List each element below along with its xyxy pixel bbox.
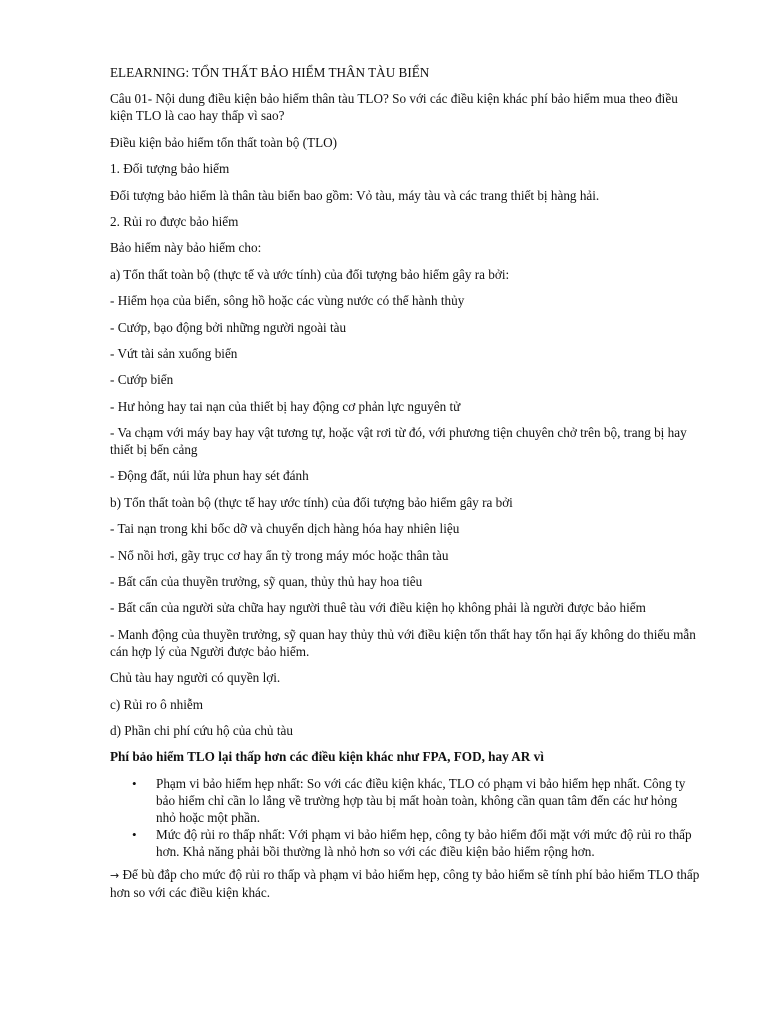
list-item: - Bất cẩn của người sửa chữa hay người thuê tàu với điều kiện họ không phải là người được bảo hiểm [110, 600, 646, 616]
list-item: - Hiểm họa của biển, sông hồ hoặc các vùng nước có thể hành thủy [110, 293, 465, 309]
list-item: - Cướp biển [110, 372, 174, 388]
body-paragraph: d) Phần chi phí cứu hộ của chủ tàu [110, 722, 293, 738]
subsection-heading: 1. Đối tượng bảo hiểm [110, 161, 230, 177]
bullet-text: Mức độ rủi ro thấp nhất: Với phạm vi bảo hiểm hẹp, công ty bảo hiểm đối mặt với mức độ rủi ro thấp hơn. Khả năng phải bồi thường là nhỏ hơn so với các điều kiện bảo hiểm rộng hơn. [156, 826, 692, 859]
list-item: - Va chạm với máy bay hay vật tương tự, hoặc vật rơi từ đó, với phương tiện chuyên chở trên bộ, trang bị hay thiết bị bến cảng [110, 425, 687, 458]
body-paragraph: Chủ tàu hay người có quyền lợi. [110, 670, 281, 686]
conclusion-text: Để bù đắp cho mức độ rủi ro thấp và phạm vi bảo hiểm hẹp, công ty bảo hiểm sẽ tính phí bảo hiểm TLO thấp hơn so với các điều kiện khác. [110, 866, 700, 900]
list-item: - Động đất, núi lửa phun hay sét đánh [110, 468, 309, 484]
bullet-list [110, 775, 700, 860]
list-item: - Nổ nồi hơi, gãy trục cơ hay ẩn tỳ trong máy móc hoặc thân tàu [110, 547, 449, 563]
subsection-heading: 2. Rủi ro được bảo hiểm [110, 213, 239, 229]
list-item: - Bất cẩn của thuyền trưởng, sỹ quan, thủy thủ hay hoa tiêu [110, 574, 423, 590]
list-item: - Hư hỏng hay tai nạn của thiết bị hay động cơ phản lực nguyên tử [110, 398, 461, 414]
body-paragraph: c) Rủi ro ô nhiễm [110, 696, 204, 712]
body-paragraph: a) Tổn thất toàn bộ (thực tế và ước tính) của đối tượng bảo hiểm gây ra bởi: [110, 266, 510, 282]
bullet-icon: • [132, 826, 137, 842]
list-item: - Vứt tài sản xuống biển [110, 345, 238, 361]
body-paragraph: b) Tổn thất toàn bộ (thực tế hay ước tính) của đối tượng bảo hiểm gây ra bởi [110, 494, 513, 510]
bullet-icon: • [132, 775, 137, 791]
body-paragraph: Bảo hiểm này bảo hiểm cho: [110, 240, 262, 256]
question-paragraph: Câu 01- Nội dung điều kiện bảo hiểm thân tàu TLO? So với các điều kiện khác phí bảo hiểm mua theo điều kiện TLO là cao hay thấp vì sao? [110, 91, 678, 124]
document-page [110, 64, 700, 910]
section-heading: Điều kiện bảo hiểm tổn thất toàn bộ (TLO) [110, 134, 338, 150]
list-item: - Cướp, bạo động bởi những người ngoài tàu [110, 319, 347, 335]
list-item: - Tai nạn trong khi bốc dỡ và chuyển dịch hàng hóa hay nhiên liệu [110, 521, 460, 537]
bullet-item [132, 826, 700, 860]
conclusion-paragraph [110, 866, 700, 901]
body-paragraph: Đối tượng bảo hiểm là thân tàu biển bao gồm: Vỏ tàu, máy tàu và các trang thiết bị hàng hải. [110, 187, 600, 203]
document-title: ELEARNING: TỔN THẤT BẢO HIỂM THÂN TÀU BIỂN [110, 65, 430, 80]
bullet-text: Phạm vi bảo hiểm hẹp nhất: So với các điều kiện khác, TLO có phạm vi bảo hiểm hẹp nhất. Công ty bảo hiểm chỉ cần lo lắng về trường hợp tàu bị mất hoàn toàn, không cần quan tâm đến các hư hỏng nhỏ hoặc một phần. [156, 775, 686, 825]
bullet-item [132, 775, 700, 826]
list-item: - Manh động của thuyền trưởng, sỹ quan hay thủy thủ với điều kiện tổn thất hay tổn hại ấy không do thiếu mẫn cán hợp lý của Người được bảo hiểm. [110, 626, 696, 659]
bold-heading: Phí bảo hiểm TLO lại thấp hơn các điều kiện khác như FPA, FOD, hay AR vì [110, 749, 544, 765]
arrow-right-icon: → [110, 868, 120, 882]
